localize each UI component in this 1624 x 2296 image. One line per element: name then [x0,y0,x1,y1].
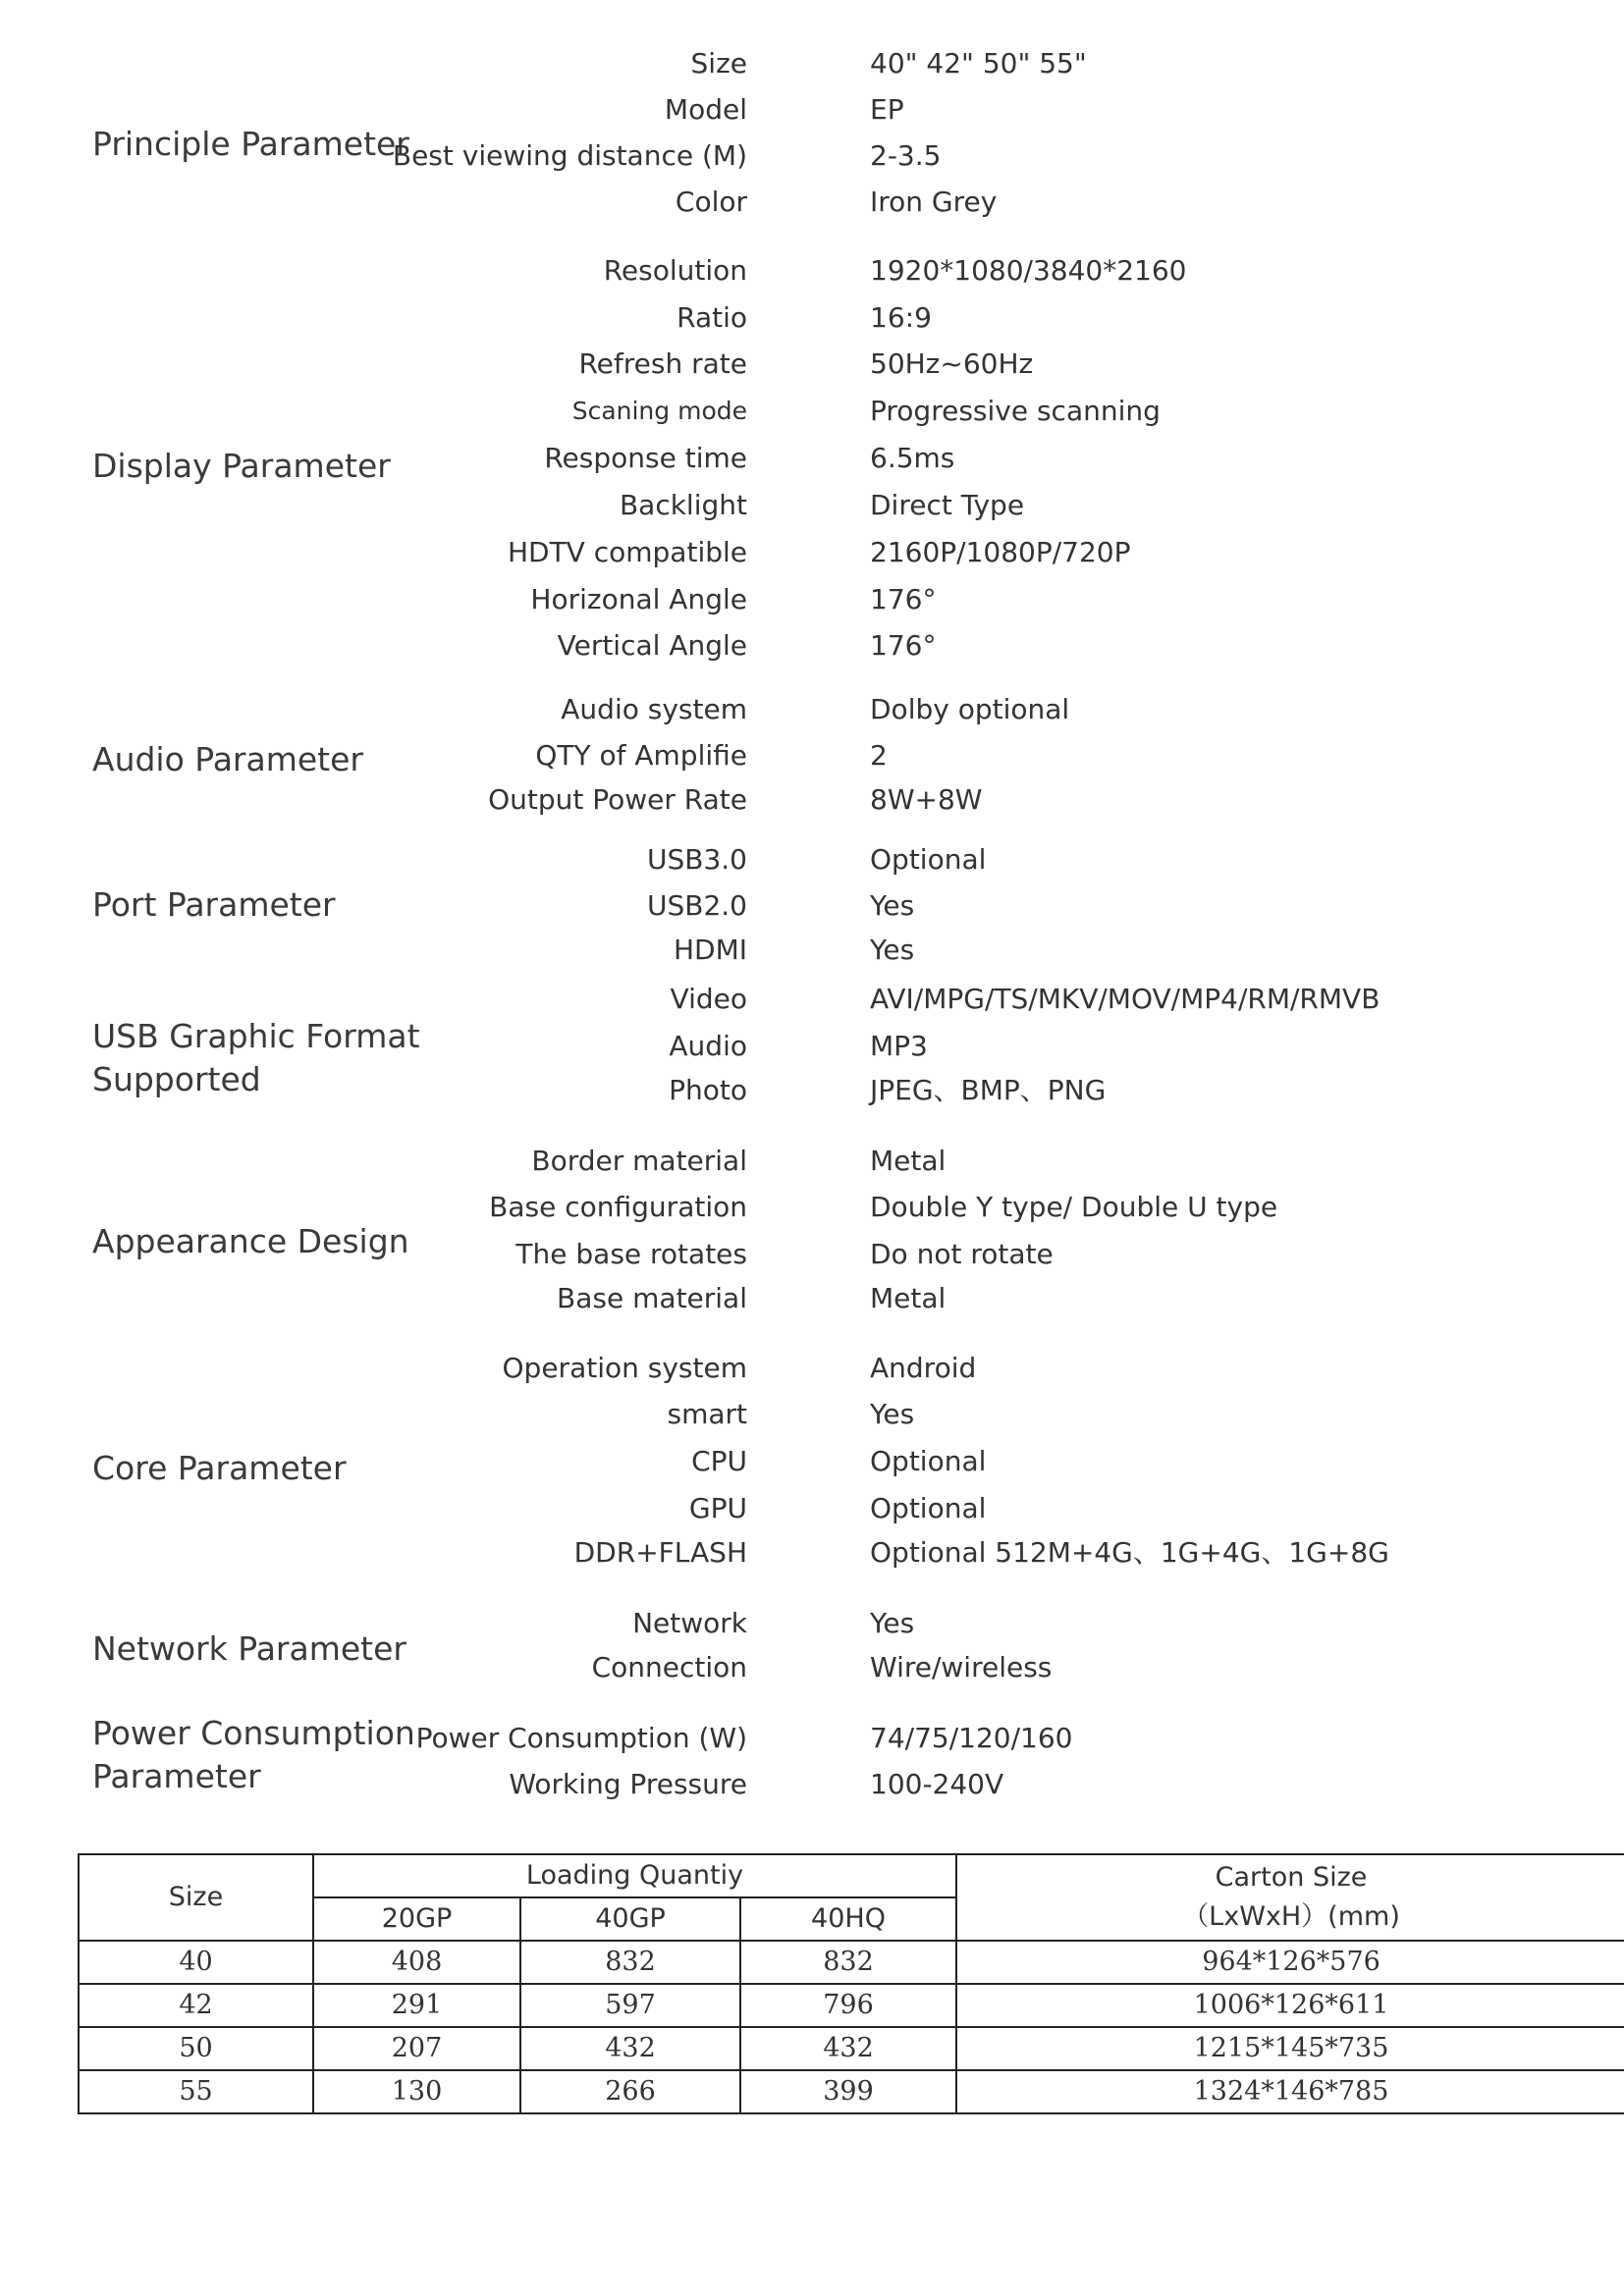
param-row [0,928,1624,973]
param-name: Refresh rate [578,347,747,380]
param-value: Metal [870,1145,947,1177]
section-label-port: Port Parameter [92,885,336,924]
cell-40gp: 266 [520,2070,740,2113]
param-row [0,733,1624,778]
cell-40gp: 432 [520,2027,740,2070]
param-name: HDTV compatible [507,536,747,568]
loading-quantity-table [78,1853,1624,2114]
param-name: Audio system [561,693,747,725]
param-name: Network [632,1607,747,1639]
param-value: 74/75/120/160 [870,1722,1073,1754]
section-label-core: Core Parameter [92,1449,347,1487]
param-value: 176° [870,583,937,615]
param-value: MP3 [870,1030,928,1062]
cell-20gp: 291 [313,1984,520,2027]
param-row [0,1439,1624,1484]
section-label-usb-format: USB Graphic Format [92,1017,420,1055]
cell-carton: 964*126*576 [956,1941,1624,1984]
carton-size-header-line2: （LxWxH）(mm) [1182,1901,1400,1932]
param-name: Vertical Angle [557,629,747,662]
param-value: Yes [870,1607,915,1639]
table-header-row [79,1854,1624,1897]
param-value: 8W+8W [870,783,983,816]
cell-size: 50 [79,2027,313,2070]
table-row [79,2070,1624,2113]
param-value: JPEG、BMP、PNG [870,1074,1107,1106]
param-value: Yes [870,889,915,922]
section-label-network: Network Parameter [92,1629,406,1668]
cell-40hq: 796 [740,1984,956,2027]
param-name: Base material [557,1282,747,1314]
param-value: Optional [870,1492,987,1524]
param-row [0,1530,1624,1575]
param-row [0,577,1624,622]
param-name: Horizonal Angle [530,583,747,615]
param-name: Operation system [502,1352,747,1384]
param-name: Scaning mode [571,397,747,425]
param-row [0,530,1624,575]
section-label-usb-format-line2: Supported [92,1060,261,1098]
param-name: USB3.0 [646,843,747,876]
param-row [0,1346,1624,1391]
table-row [79,1941,1624,1984]
param-name: Audio [669,1030,747,1062]
cell-20gp: 408 [313,1941,520,1984]
section-label-power-line2: Parameter [92,1757,261,1795]
param-row [0,623,1624,668]
section-label-display: Display Parameter [92,447,391,485]
param-name: Photo [669,1074,747,1106]
param-row [0,1601,1624,1646]
param-value: Optional [870,843,987,876]
section-label-audio: Audio Parameter [92,740,363,778]
param-row [0,1276,1624,1321]
param-row [0,1024,1624,1069]
param-value: Android [870,1352,977,1384]
param-row [0,883,1624,929]
param-name: Connection [591,1651,747,1683]
param-value: 176° [870,629,937,662]
param-value: Wire/wireless [870,1651,1053,1683]
param-name: Output Power Rate [488,783,747,816]
param-value: 2160P/1080P/720P [870,536,1131,568]
param-name: USB2.0 [646,889,747,922]
param-row [0,1139,1624,1184]
param-row [0,977,1624,1022]
param-row [0,389,1624,434]
param-value: Do not rotate [870,1238,1054,1270]
param-row [0,248,1624,294]
param-value: 6.5ms [870,442,955,474]
param-value: Metal [870,1282,947,1314]
subheader-20gp: 20GP [313,1897,520,1941]
param-name: Ratio [677,301,747,334]
param-value: AVI/MPG/TS/MKV/MOV/MP4/RM/RMVB [870,983,1380,1015]
size-header: Size [79,1854,313,1941]
loading-quantity-header: Loading Quantiy [313,1854,956,1897]
param-row [0,436,1624,481]
param-value: 2 [870,739,888,772]
param-value: Yes [870,1398,915,1430]
param-value: Direct Type [870,489,1025,521]
param-row [0,1068,1624,1113]
param-name: Color [675,186,747,218]
param-value: EP [870,93,904,126]
param-row [0,87,1624,133]
param-name: QTY of Amplifie [535,739,747,772]
param-name: Power Consumption (W) [415,1722,747,1754]
param-row [0,483,1624,528]
param-row [0,1645,1624,1690]
param-row [0,1762,1624,1807]
param-value: 100-240V [870,1768,1004,1800]
table-row [79,1984,1624,2027]
param-value: Optional 512M+4G、1G+4G、1G+8G [870,1536,1389,1569]
param-value: Yes [870,934,915,966]
param-value: 40" 42" 50" 55" [870,47,1087,80]
param-value: Progressive scanning [870,395,1161,427]
param-name: Backlight [619,489,747,521]
param-value: 1920*1080/3840*2160 [870,254,1187,287]
carton-size-header-line1: Carton Size [1215,1862,1368,1893]
param-row [0,1392,1624,1437]
param-row [0,180,1624,225]
param-value: 50Hz~60Hz [870,347,1034,380]
param-name: Resolution [603,254,747,287]
param-row [0,1232,1624,1277]
param-row [0,133,1624,179]
cell-40hq: 432 [740,2027,956,2070]
param-name: Response time [544,442,747,474]
param-value: Dolby optional [870,693,1070,725]
param-row [0,777,1624,823]
param-row [0,295,1624,341]
table-row [79,2027,1624,2070]
carton-size-header [956,1854,1624,1941]
param-name: HDMI [673,934,747,966]
param-name: Base configuration [489,1191,747,1223]
cell-40gp: 597 [520,1984,740,2027]
param-value: Double Y type/ Double U type [870,1191,1278,1223]
param-value: 16:9 [870,301,932,334]
cell-40gp: 832 [520,1941,740,1984]
param-value: Optional [870,1445,987,1477]
cell-carton: 1006*126*611 [956,1984,1624,2027]
subheader-40hq: 40HQ [740,1897,956,1941]
param-name: Border material [531,1145,747,1177]
param-row [0,1486,1624,1531]
cell-size: 40 [79,1941,313,1984]
param-value: 2-3.5 [870,139,942,172]
subheader-40gp: 40GP [520,1897,740,1941]
cell-carton: 1215*145*735 [956,2027,1624,2070]
section-label-appearance: Appearance Design [92,1222,409,1260]
cell-20gp: 130 [313,2070,520,2113]
cell-40hq: 399 [740,2070,956,2113]
param-name: Best viewing distance (M) [392,139,747,172]
param-name: CPU [691,1445,747,1477]
cell-carton: 1324*146*785 [956,2070,1624,2113]
param-row [0,342,1624,387]
param-name: The base rotates [515,1238,747,1270]
param-row [0,41,1624,86]
cell-40hq: 832 [740,1941,956,1984]
param-name: DDR+FLASH [573,1536,747,1569]
param-row [0,837,1624,882]
cell-size: 55 [79,2070,313,2113]
param-name: Size [690,47,747,80]
section-label-principle: Principle Parameter [92,125,409,163]
param-row [0,1716,1624,1761]
param-name: GPU [688,1492,747,1524]
param-row [0,687,1624,732]
param-row [0,1185,1624,1230]
param-name: Model [664,93,747,126]
cell-20gp: 207 [313,2027,520,2070]
param-value: Iron Grey [870,186,998,218]
param-name: Video [670,983,747,1015]
param-name: smart [667,1398,747,1430]
section-label-power: Power Consumption [92,1714,415,1752]
cell-size: 42 [79,1984,313,2027]
param-name: Working Pressure [509,1768,747,1800]
